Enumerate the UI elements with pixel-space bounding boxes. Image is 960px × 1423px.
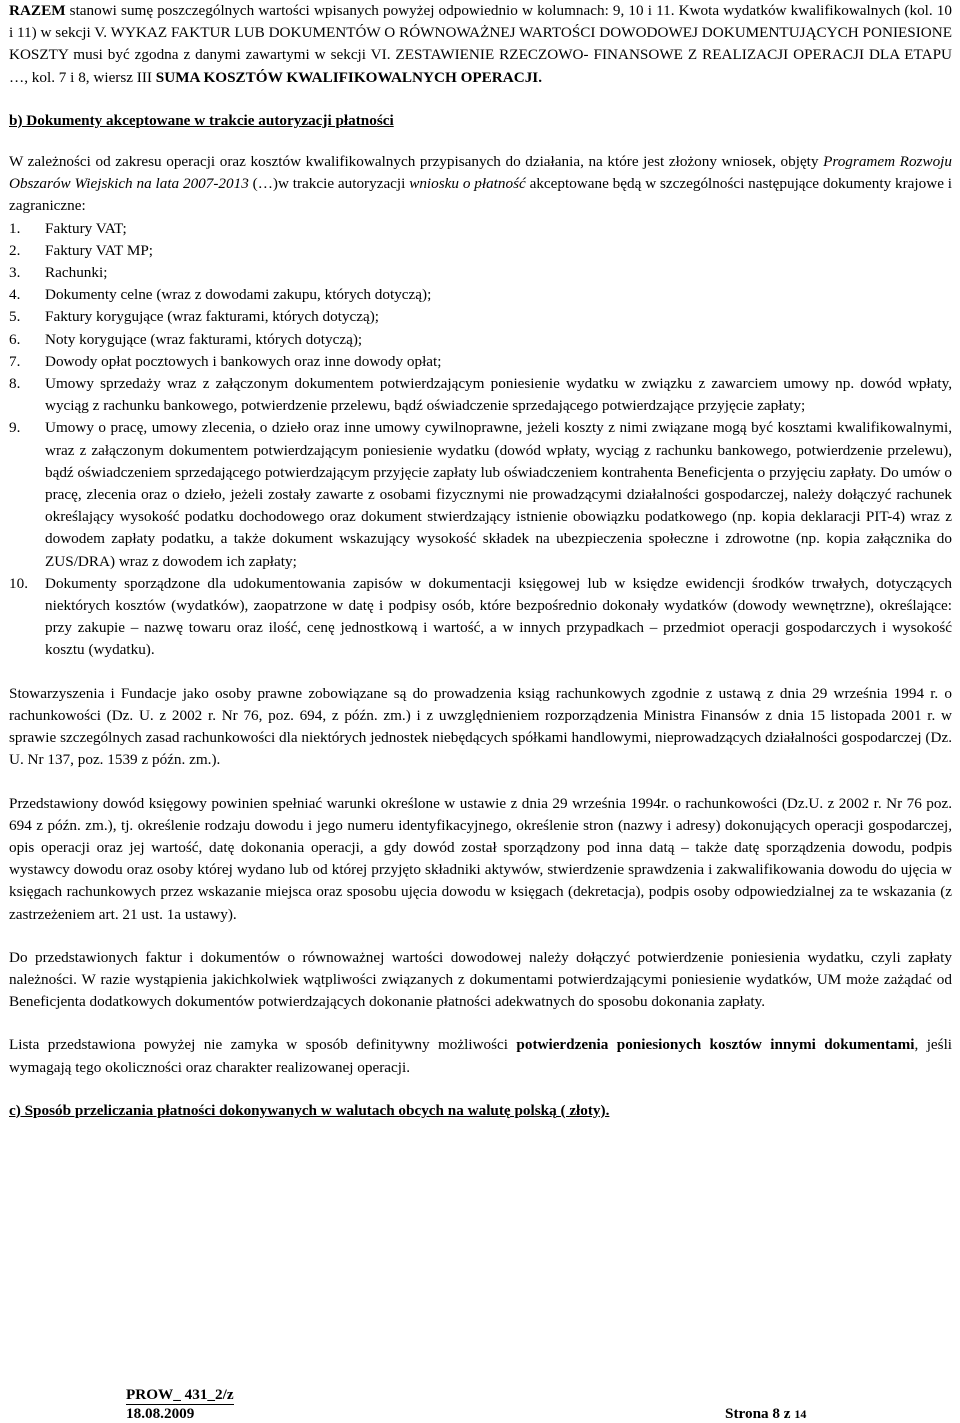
suma-term: SUMA KOSZTÓW KWALIFIKOWALNYCH OPERACJI. [155, 68, 542, 86]
intro-paragraph [9, 0, 952, 89]
faktury-paragraph: Do przedstawionych faktur i dokumentów o równoważnej wartości dowodowej należy dołączyć potwierdzenie poniesienia wydatku, czyli zapłaty należności. W razie wystąpienia jakichkolwiek wątpliwości związanych z dokumentami potwierdzającymi poniesienie wydatków, UM może zażądać od Beneficjenta dodatkowych dokumentów potwierdzających dokonanie płatności adekwatnych do sposobu dokonania zapłaty. [9, 948, 952, 1011]
lista-text-a: Lista przedstawiona powyżej nie zamyka w sposób definitywny możliwości [9, 1036, 517, 1054]
dowod-ksiegowy-paragraph: Przedstawiony dowód księgowy powinien spełniać warunki określone w ustawie z dnia 29 września 1994r. o rachunkowości (Dz.U. z 2002 r. Nr 76 poz. 694 z późn. zm.), tj. określenie rodzaju dowodu i jego numeru identyfikacyjnego, określenie stron (nazwy i adresy) dokonujących operacji gospodarczej, opis operacji oraz jej wartość, datę dokonania operacji, a gdy dowód został sporządzony pod inna datą – także datę sporządzenia dowodu, podpis wystawcy dowodu oraz osoby której wydano lub od której przyjęto składniki aktywów, stwierdzenie sprawdzenia i zakwalifikowania dowodu do ujęcia w księgach rachunkowych przez wskazanie miejsca oraz sposobu ujęcia dowodu w księgach (dekretacja), podpis osoby odpowiedzialnej za te wskazania (z zastrzeżeniem art. 21 ust. 1a ustawy). [9, 794, 952, 923]
stowarzyszenia-paragraph: Stowarzyszenia i Fundacje jako osoby prawne zobowiązane są do prowadzenia ksiąg rachunkowych zgodnie z ustawą z dnia 29 września 1994 r. o rachunkowości (Dz. U. z 2002 r. Nr 76, poz. 694, z późn. zm.) i z uwzględnieniem rozporządzenia Ministra Finansów z dnia 15 listopada 2001 r. w sprawie szczególnych zasad rachunkowości dla niektórych jednostek niebędących spółkami handlowymi, nieprowadzących działalności gospodarczej (Dz. U. Nr 137, poz. 1539 z późn. zm.). [9, 684, 952, 769]
list-item-number: 10. [9, 574, 28, 592]
section-b-intro [9, 151, 952, 218]
list-item-text: Noty korygujące (wraz fakturami, których dotyczą); [45, 330, 363, 348]
lista-text-b: , jeśli wymagają tego okoliczności oraz charakter realizowanej operacji. [9, 1036, 953, 1076]
page-label: Strona 8 z [725, 1405, 795, 1422]
list-item [9, 240, 952, 262]
documents-list [9, 218, 952, 662]
list-item-number: 4. [9, 286, 21, 304]
list-item-text: Dowody opłat pocztowych i bankowych oraz inne dowody opłat; [45, 352, 442, 370]
list-item-text: Umowy o pracę, umowy zlecenia, o dzieło oraz inne umowy cywilnoprawne, jeżeli koszty z nimi związane mogą być kosztami kwalifikowalnymi, wraz z załączonym dokumentem potwierdzającym poniesienie wydatku (dowód wpłaty, wyciąg z rachunku bankowego, potwierdzenie przelewu), bądź oświadczeniem sprzedającego potwierdzającym przyjęcie zapłaty lub oświadczeniem kontrahenta Beneficjenta o przyjęciu zapłaty. Do umów o pracę, zlecenia oraz o dzieło, jeżeli zostały zawarte z osobami fizycznymi nie prowadzącymi działalności gospodarczej, należy dołączyć rachunek określający wysokość podatku dochodowego oraz dokument stwierdzający istnienie obowiązku podatkowego (np. kopia deklaracji PIT-4) wraz z dowodem zapłaty podatku, a także dokument wskazujący wysokość składek na ubezpieczenia społeczne i zdrowotne (np. kopia załącznika do ZUS/DRA) wraz z dowodem ich zapłaty; [45, 419, 952, 570]
list-item-text: Faktury korygujące (wraz fakturami, których dotyczą); [45, 308, 379, 326]
list-item [9, 373, 952, 417]
list-item-number: 8. [9, 375, 21, 393]
page-footer [0, 1357, 960, 1421]
list-item [9, 351, 952, 373]
list-item-number: 1. [9, 219, 21, 237]
list-item [9, 306, 952, 328]
list-item-text: Dokumenty sporządzone dla udokumentowania zapisów w dokumentacji księgowej lub w księdze ewidencji środków trwałych, dotyczących niektórych kosztów (wydatków), zaopatrzone w datę i podpisy osób, które bezpośrednio dokonały wydatków (dowody wewnętrzne), określające: przy zakupie – nazwę towaru oraz ilość, cenę jednostkową i wartość, a w innych przypadkach – przedmiot operacji gospodarczych i wysokość kosztu (wydatku). [45, 574, 952, 659]
list-item [9, 573, 952, 662]
list-item [9, 218, 952, 240]
wniosek-term: wniosku o płatność [409, 175, 526, 193]
section-b-heading: b) Dokumenty akceptowane w trakcie autoryzacji płatności [9, 111, 394, 129]
list-item-number: 2. [9, 241, 21, 259]
program-name: Programem Rozwoju Obszarów Wiejskich na lata 2007-2013 [9, 153, 952, 193]
list-item-number: 9. [9, 419, 21, 437]
section-b-intro-c: akceptowane będą w szczególności następujące dokumenty krajowe i zagraniczne: [9, 175, 952, 215]
list-item-number: 6. [9, 330, 21, 348]
page-number [725, 1405, 806, 1423]
lista-paragraph [9, 1034, 952, 1078]
list-item-text: Rachunki; [45, 264, 108, 282]
list-item-text: Umowy sprzedaży wraz z załączonym dokumentem potwierdzającym poniesienie wydatku w związku z zawarciem umowy np. dowód wpłaty, wyciąg z rachunku bankowego, potwierdzenie przelewu, bądź oświadczenie sprzedającego potwierdzające przyjęcie zapłaty; [45, 375, 952, 415]
list-item [9, 417, 952, 572]
list-item-number: 7. [9, 352, 21, 370]
list-item-number: 3. [9, 264, 21, 282]
list-item-text: Dokumenty celne (wraz z dowodami zakupu, których dotyczą); [45, 286, 432, 304]
list-item [9, 262, 952, 284]
intro-text: stanowi sumę poszczególnych wartości wpisanych powyżej odpowiednio w kolumnach: 9, 10 i 11. Kwota wydatków kwalifikowalnych (kol. 10 i 11) w sekcji V. WYKAZ FAKTUR LUB DOKUMENTÓW O RÓWNOWAŻNEJ WARTOŚCI DOWODOWEJ DOKUMENTUJĄCYCH PONIESIONE KOSZTY musi być zgodna z danymi zawartymi w sekcji VI. ZESTAWIENIE RZECZOWO- FINANSOWE Z REALIZACJI OPERACJI DLA ETAPU …, kol. 7 i 8, wiersz III [9, 2, 952, 86]
razem-term: RAZEM [9, 2, 66, 19]
list-item [9, 329, 952, 351]
section-b-intro-a: W zależności od zakresu operacji oraz kosztów kwalifikowalnych przypisanych do działania, na które jest złożony wniosek, objęty [9, 153, 824, 171]
document-date: 18.08.2009 [126, 1405, 195, 1422]
section-c-heading: c) Sposób przeliczania płatności dokonywanych w walutach obcych na walutę polską ( złoty). [9, 1101, 610, 1119]
lista-bold-text: potwierdzenia poniesionych kosztów innymi dokumentami [516, 1036, 915, 1054]
document-page [9, 0, 952, 1122]
section-b-intro-b: (…)w trakcie autoryzacji [248, 175, 410, 193]
page-total: 14 [794, 1407, 807, 1421]
list-item [9, 284, 952, 306]
list-item-text: Faktury VAT MP; [45, 241, 154, 259]
list-item-number: 5. [9, 308, 21, 326]
document-code: PROW_ 431_2/z [126, 1386, 234, 1403]
list-item-text: Faktury VAT; [45, 219, 127, 237]
